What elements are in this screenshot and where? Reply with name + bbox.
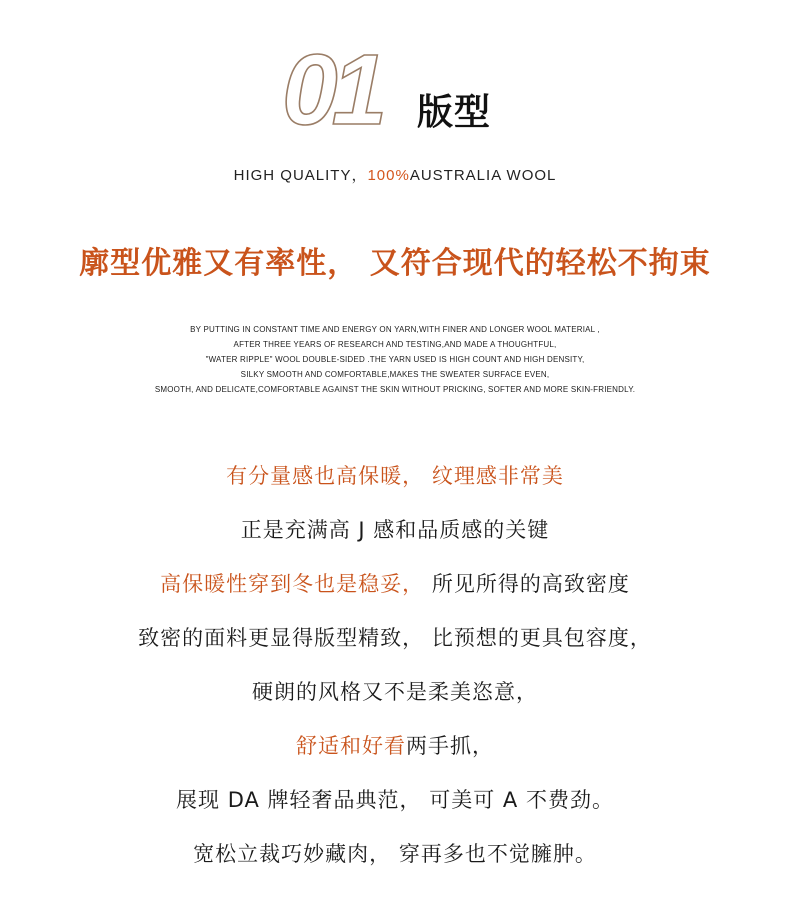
english-line: "WATER RIPPLE" WOOL DOUBLE-SIDED .THE YARN USED IS HIGH COUNT AND HIGH DENSITY,: [205, 355, 585, 364]
body-line-accent: 舒适和好看: [296, 734, 406, 758]
english-description: [0, 322, 790, 397]
body-line-text: 致密的面料更显得版型精致， 比预想的更具包容度，: [138, 626, 652, 650]
headline: 廓型优雅又有率性， 又符合现代的轻松不拘束: [79, 246, 711, 281]
body-line-text: 两手抓，: [406, 734, 494, 758]
body-line-text: 宽松立裁巧妙藏肉， 穿再多也不觉臃肿。: [193, 842, 597, 866]
body-line-accent: 有分量感也高保暖， 纹理感非常美: [226, 464, 564, 488]
subtitle-accent: 100%: [367, 167, 410, 184]
english-line: SILKY SMOOTH AND COMFORTABLE,MAKES THE SWEATER SURFACE EVEN,: [240, 370, 550, 379]
body-line-8: [0, 838, 790, 868]
body-line-5: [0, 676, 790, 706]
body-line-4: [0, 622, 790, 652]
english-line: AFTER THREE YEARS OF RESEARCH AND TESTING,AND MADE A THOUGHTFUL,: [233, 340, 557, 349]
body-line-text: 所见所得的高致密度: [424, 572, 630, 596]
english-line: BY PUTTING IN CONSTANT TIME AND ENERGY ON YARN,WITH FINER AND LONGER WOOL MATERIAL ,: [190, 325, 600, 334]
body-line-7: [0, 784, 790, 814]
english-line: SMOOTH, AND DELICATE,COMFORTABLE AGAINST THE SKIN WITHOUT PRICKING, SOFTER AND MORE SKIN-FRIENDLY.: [154, 385, 636, 394]
subtitle-part2: AUSTRALIA WOOL: [409, 167, 557, 184]
body-line-2: [0, 514, 790, 544]
subtitle: [0, 164, 790, 185]
subtitle-part1: HIGH QUALITY，: [233, 167, 368, 184]
body-line-1: [0, 460, 790, 490]
body-line-6: [0, 730, 790, 760]
body-line-text: 正是充满高 J 感和品质感的关键: [240, 518, 550, 542]
section-number-text: 01: [282, 38, 382, 134]
section-number-graphic: [280, 38, 408, 134]
section-number-outline: [280, 38, 408, 134]
body-line-text: 展现 DA 牌轻奢品典范， 可美可 A 不费劲。: [176, 788, 614, 812]
section-title: 版型: [417, 92, 492, 133]
body-line-accent: 高保暖性穿到冬也是稳妥，: [160, 572, 425, 596]
body-line-text: 硬朗的风格又不是柔美恣意，: [252, 680, 538, 704]
body-line-3: [0, 568, 790, 598]
